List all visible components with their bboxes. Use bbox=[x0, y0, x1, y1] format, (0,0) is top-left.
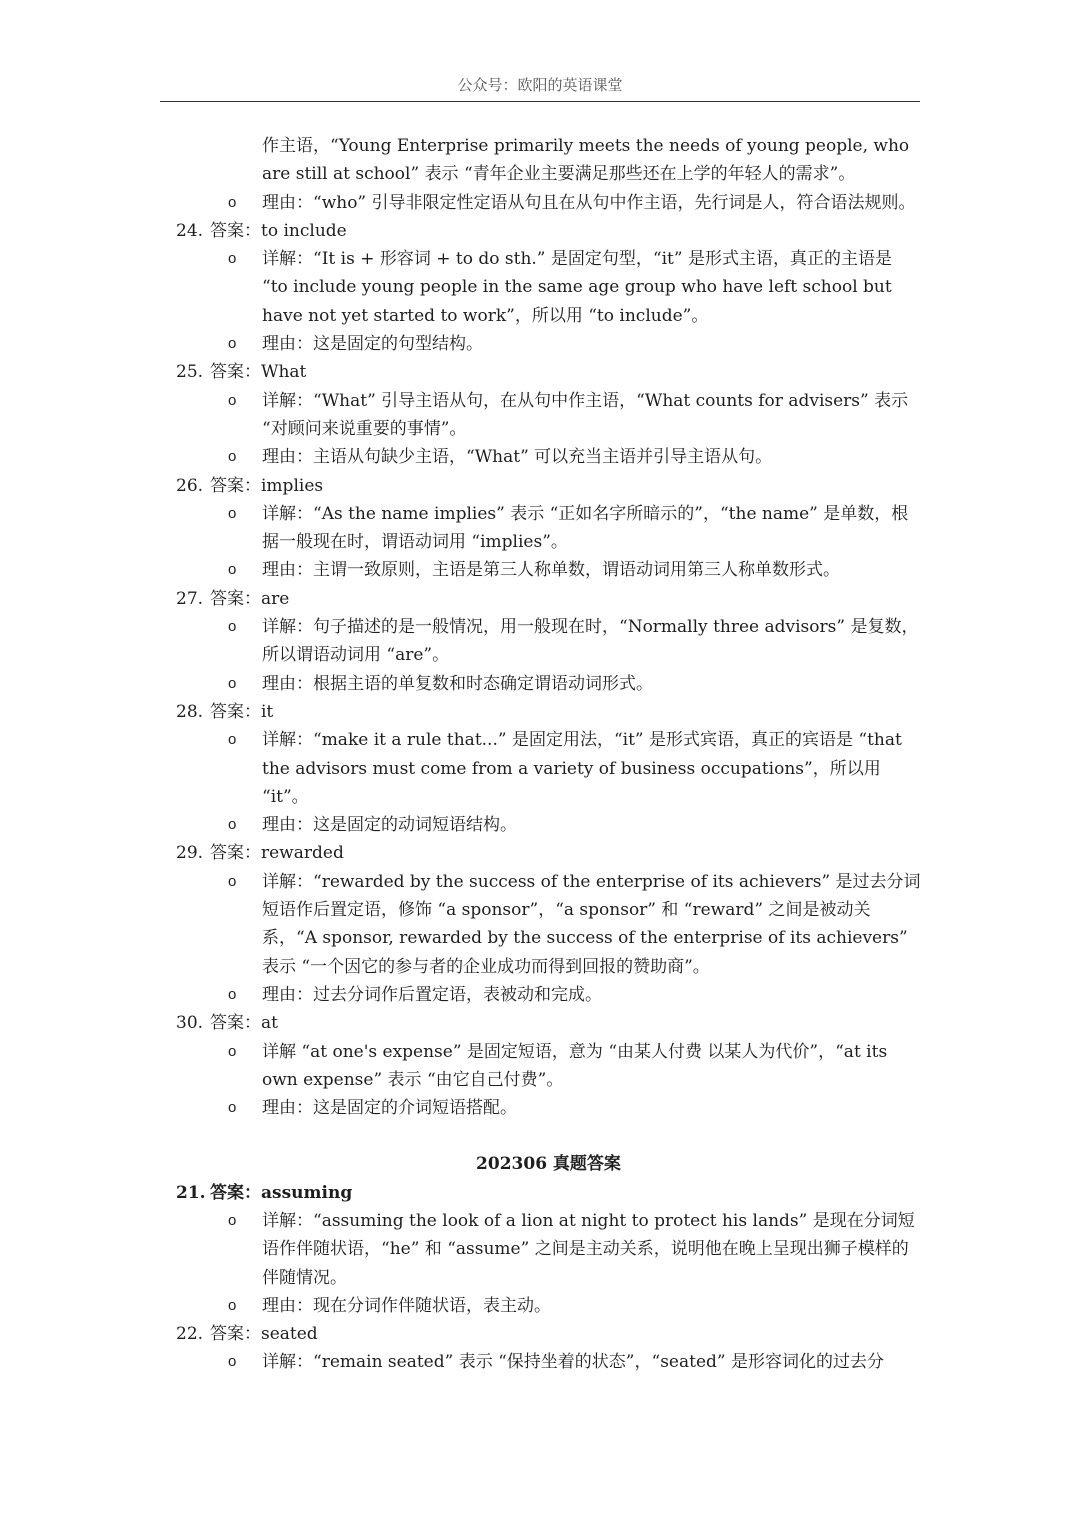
answer-line: 答案：seated bbox=[210, 1324, 318, 1345]
answer-line: 答案：are bbox=[210, 588, 290, 609]
answer-line: 答案：What bbox=[210, 362, 307, 383]
reason-item: o 理由：这是固定的动词短语结构。 bbox=[176, 811, 921, 839]
detail-item: o 详解：“remain seated” 表示 “保持坐着的状态”，“seated” 是形容词化的过去分 bbox=[176, 1348, 921, 1376]
question-number: 30. bbox=[176, 1013, 204, 1034]
answer-21 bbox=[176, 1179, 921, 1320]
answers-block-2 bbox=[176, 1179, 921, 1377]
answer-line: 答案：it bbox=[210, 701, 274, 722]
answer-28 bbox=[176, 698, 921, 839]
detail-item: o 详解：“rewarded by the success of the enterprise of its achievers” 是过去分词短语作后置定语，修饰 “a sponsor”，“a sponsor” 和 “reward” 之间是被动关系，“A sponsor, rewarded by the success of the enterprise of its achievers” 表示 “一个因它的参与者的企业成功而得到回报的赞助商”。 bbox=[176, 868, 921, 981]
question-number: 22. bbox=[176, 1324, 204, 1345]
reason-item: o 理由：“who” 引导非限定性定语从句且在从句中作主语，先行词是人，符合语法规则。 bbox=[176, 189, 921, 217]
answer-line: 答案：rewarded bbox=[210, 843, 344, 864]
question-number: 21. bbox=[176, 1182, 206, 1203]
question-number: 29. bbox=[176, 843, 204, 864]
answer-26 bbox=[176, 472, 921, 585]
detail-item: o 详解：“make it a rule that...” 是固定用法，“it” 是形式宾语，真正的宾语是 “that the advisors must come from a variety of business occupations”，所以用 “it”。 bbox=[176, 726, 921, 811]
reason-item: o 理由：主语从句缺少主语，“What” 可以充当主语并引导主语从句。 bbox=[176, 443, 921, 471]
question-number: 27. bbox=[176, 588, 204, 609]
detail-item: o 详解：“It is + 形容词 + to do sth.” 是固定句型，“it” 是形式主语，真正的主语是 “to include young people in the same age group who have left school but have not yet started to work”，所以用 “to include”。 bbox=[176, 245, 921, 330]
question-number: 28. bbox=[176, 701, 204, 722]
reason-item: o 理由：这是固定的介词短语搭配。 bbox=[176, 1094, 921, 1122]
page-header: 公众号：欧阳的英语课堂 bbox=[160, 74, 920, 102]
detail-item: o 详解 “at one's expense” 是固定短语，意为 “由某人付费 以某人为代价”，“at its own expense” 表示 “由它自己付费”。 bbox=[176, 1038, 921, 1095]
question-number: 24. bbox=[176, 220, 204, 241]
reason-item: o 理由：这是固定的句型结构。 bbox=[176, 330, 921, 358]
answer-line: 答案：assuming bbox=[210, 1182, 353, 1203]
answer-line: 答案：implies bbox=[210, 475, 324, 496]
reason-item: o 理由：现在分词作伴随状语，表主动。 bbox=[176, 1292, 921, 1320]
continued-paragraph: 作主语，“Young Enterprise primarily meets the needs of young people, who are still at school” 表示 “青年企业主要满足那些还在上学的年轻人的需求”。 bbox=[262, 136, 910, 185]
answer-30 bbox=[176, 1009, 921, 1122]
detail-item: o 详解：“What” 引导主语从句，在从句中作主语，“What counts for advisers” 表示 “对顾问来说重要的事情”。 bbox=[176, 387, 921, 444]
answer-29 bbox=[176, 839, 921, 1009]
reason-item: o 理由：主谓一致原则，主语是第三人称单数，谓语动词用第三人称单数形式。 bbox=[176, 556, 921, 584]
answers-block-1 bbox=[176, 217, 921, 1123]
answer-line: 答案：to include bbox=[210, 220, 347, 241]
answer-line: 答案：at bbox=[210, 1013, 278, 1034]
detail-item: o 详解：“assuming the look of a lion at night to protect his lands” 是现在分词短语作伴随状语，“he” 和 “assume” 之间是主动关系，说明他在晚上呈现出狮子模样的伴随情况。 bbox=[176, 1207, 921, 1292]
detail-item: o 详解：“As the name implies” 表示 “正如名字所暗示的”，“the name” 是单数，根据一般现在时，谓语动词用 “implies”。 bbox=[176, 500, 921, 557]
answer-24 bbox=[176, 217, 921, 358]
detail-item: o 详解：句子描述的是一般情况，用一般现在时，“Normally three advisors” 是复数，所以谓语动词用 “are”。 bbox=[176, 613, 921, 670]
question-number: 26. bbox=[176, 475, 204, 496]
answer-27 bbox=[176, 585, 921, 698]
reason-item: o 理由：过去分词作后置定语，表被动和完成。 bbox=[176, 981, 921, 1009]
reason-item: o 理由：根据主语的单复数和时态确定谓语动词形式。 bbox=[176, 670, 921, 698]
section-title: 202306 真题答案 bbox=[476, 1154, 621, 1175]
answer-22 bbox=[176, 1320, 921, 1377]
document-body bbox=[176, 132, 921, 1377]
question-number: 25. bbox=[176, 362, 204, 383]
answer-25 bbox=[176, 358, 921, 471]
